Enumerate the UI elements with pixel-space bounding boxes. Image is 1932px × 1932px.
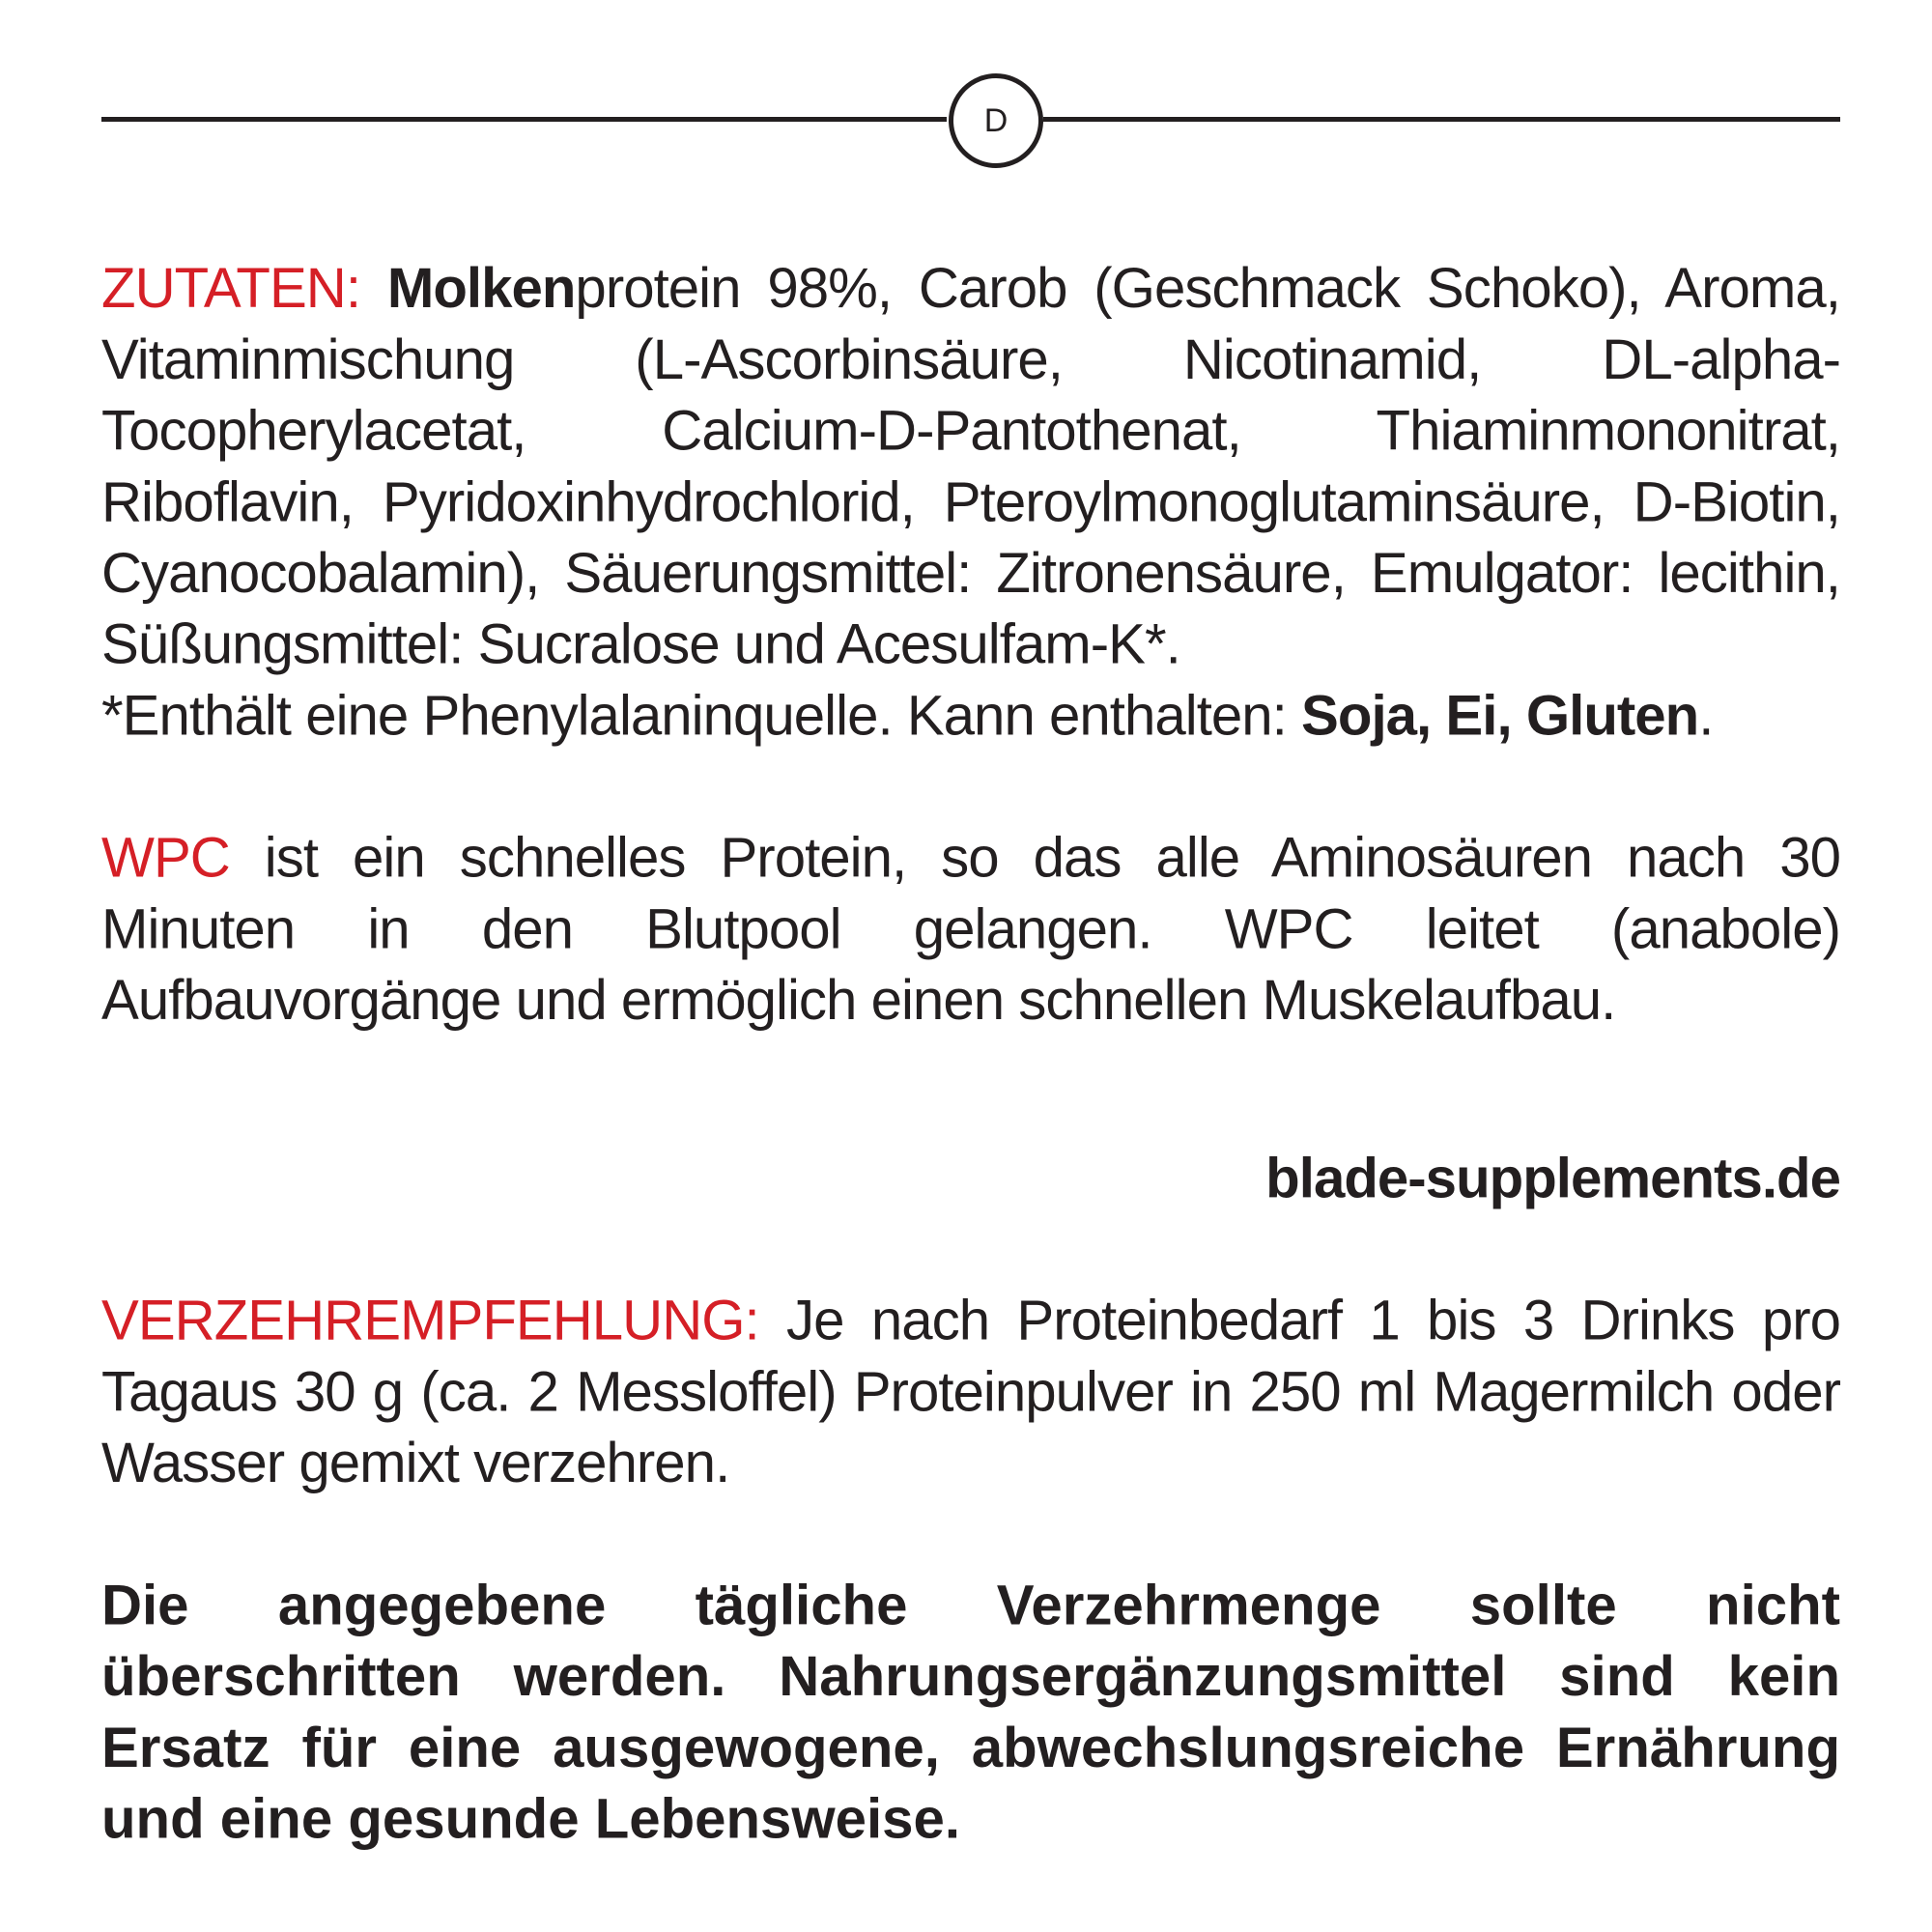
wpc-paragraph <box>101 823 1840 1037</box>
allergens-text: Soja, Ei, Gluten <box>1301 684 1699 747</box>
spacer <box>101 752 1840 823</box>
wpc-text: ist ein schnelles Protein, so das alle Aminosäuren nach 30 Minuten in den Blutpool gelangen. WPC leitet (anabole) Aufbauvorgänge und ermöglich einen schnellen Muskelaufbau. <box>101 826 1840 1032</box>
language-badge <box>949 73 1043 168</box>
wpc-label: WPC <box>101 826 230 890</box>
ingredients-text: protein 98%, Carob (Geschmack Schoko), Aroma, Vitaminmischung (L-Ascorbinsäure, Nicotinamid, DL-alpha-Tocopherylacetat, Calcium-D-Pantothenat, Thiaminmononitrat, Riboflavin, Pyridoxinhydrochlorid, Pteroylmonoglutaminsäure, D-Biotin, Cyanocobalamin), Säuerungsmittel: Zitronensäure, Emulgator: lecithin, Süßungsmittel: Sucralose und Acesulfam-K*. <box>101 256 1841 676</box>
spacer <box>101 1499 1840 1571</box>
website-text: blade-supplements.de <box>1265 1146 1840 1209</box>
ingredients-label: ZUTATEN: <box>101 256 361 320</box>
ingredients-paragraph <box>101 253 1840 680</box>
divider-line-right <box>1043 117 1840 122</box>
warning-paragraph: Die angegebene tägliche Verzehrmenge sollte nicht überschritten werden. Nahrungsergänzungsmittel sind kein Ersatz für eine ausgewogene, abwechslungsreiche Ernährung und eine gesunde Lebensweise. <box>101 1574 1840 1851</box>
header-divider <box>101 71 1840 167</box>
recommendation-label: VERZEHREMPFEHLUNG: <box>101 1289 759 1352</box>
recommendation-text: Je nach Proteinbedarf 1 bis 3 Drinks pro Tagaus 30 g (ca. 2 Messloffel) Proteinpulver in 250 ml Magermilch oder Wasser gemixt verzehren. <box>101 1289 1840 1494</box>
spacer <box>101 1037 1840 1144</box>
label-text-content <box>101 253 1840 1855</box>
spacer <box>101 1214 1840 1286</box>
note-end: . <box>1698 684 1714 747</box>
divider-line-left <box>101 117 947 122</box>
note-text: *Enthält eine Phenylalaninquelle. Kann enthalten: <box>101 684 1302 747</box>
recommendation-paragraph <box>101 1285 1840 1498</box>
language-badge-letter: D <box>983 101 1009 139</box>
phenylalanine-note <box>101 680 1840 752</box>
ingredients-bold-word: Molken <box>386 256 576 320</box>
